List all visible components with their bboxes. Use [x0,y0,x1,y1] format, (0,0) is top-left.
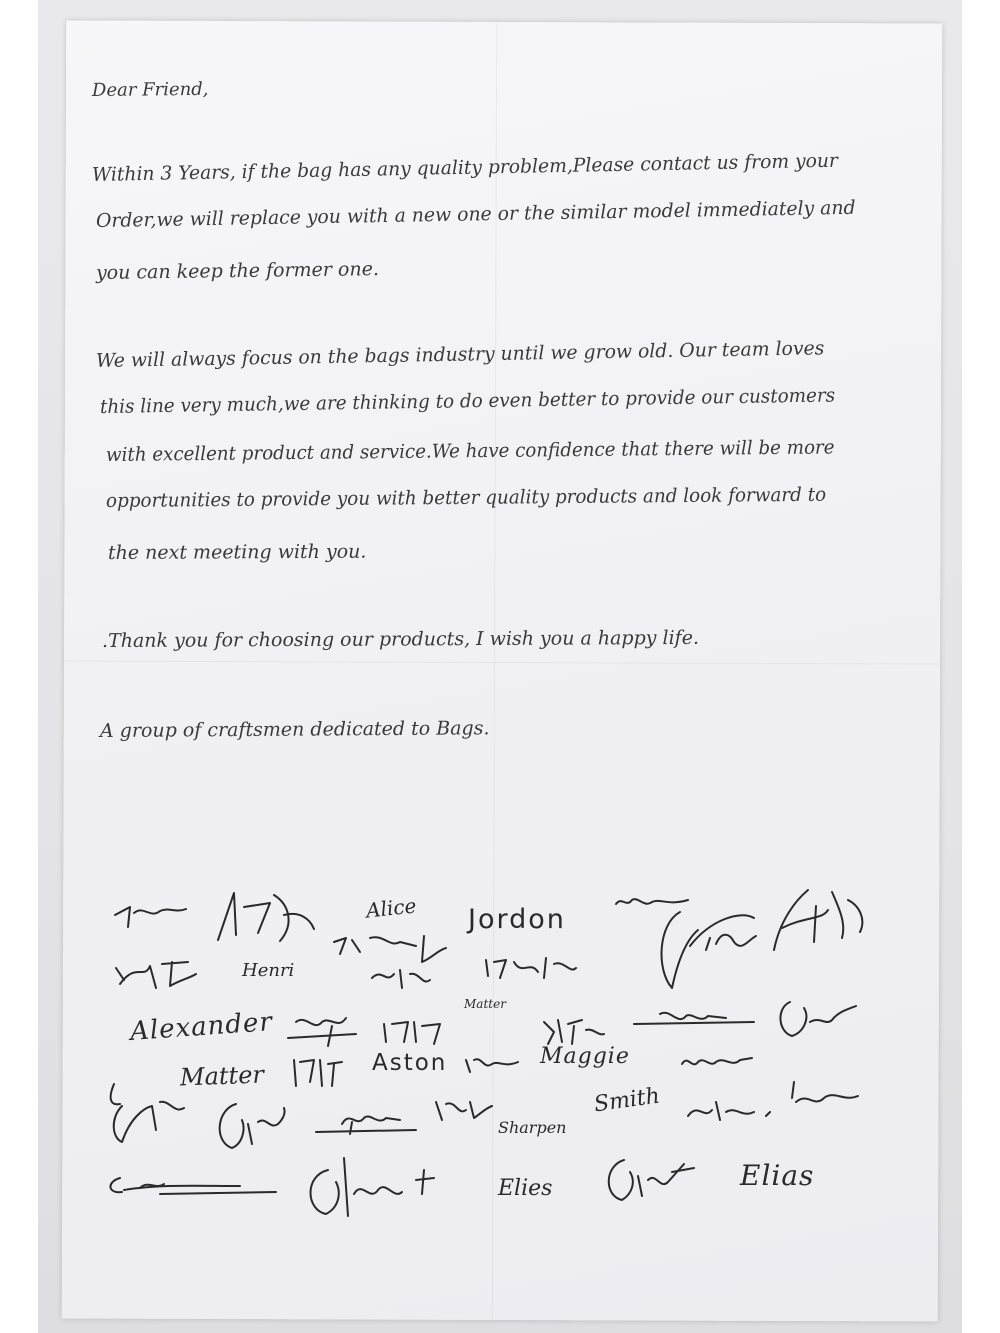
paragraph1-line: Within 3 Years, if the bag has any quality problem,Please contact us from your [91,149,839,186]
paragraph2-line: with excellent product and service.We have confidence that there will be more [105,436,835,466]
paper-crease [64,660,940,664]
signature-alice: Alice [364,893,418,923]
signature-scribble [378,1014,448,1049]
signature-scribble [110,950,200,995]
signature-scribble [282,1008,362,1048]
signature-scribble [480,950,580,985]
paragraph2-line: opportunities to provide you with better quality products and look forward to [105,483,827,512]
signature-scribble [288,1052,348,1092]
signature-scribble [298,1150,448,1225]
signature-henri: Henri [242,960,295,981]
signature-elias: Elias [740,1159,815,1192]
signature-alexander: Alexander [129,1007,274,1047]
paragraph2-line: the next meeting with you. [107,540,367,564]
signature-scribble [684,1072,864,1132]
signature-smith: Smith [592,1083,662,1118]
greeting: Dear Friend, [91,78,209,101]
signature-scribble [756,880,871,960]
signature-scribble [650,900,760,995]
signature-scribble [538,1010,608,1050]
paragraph2-line: We will always focus on the bags industry until we grow old. Our team loves [95,337,825,372]
paragraph2-line: this line very much,we are thinking to do even better to provide our customers [99,384,836,418]
signature-scribble [100,1168,280,1203]
signature-scribble [208,1094,288,1154]
paragraph1-line: you can keep the former one. [95,258,380,284]
paragraph1-line: Order,we will replace you with a new one or the similar model immediately and [95,196,856,232]
signature-elies: Elies [498,1176,553,1201]
signature-scribble [312,1104,422,1139]
signature-scribble [770,992,860,1042]
signature-scribble [100,1078,190,1148]
signature-jordon: Jordon [468,904,566,935]
signature-sharpen: Sharpen [498,1118,567,1137]
closing-line: A group of craftsmen dedicated to Bags. [99,717,490,742]
signature-scribble [462,1052,522,1077]
signature-scribble [110,895,190,935]
thanks-line: .Thank you for choosing our products, I wish you a happy life. [101,626,700,652]
signature-matter-small: Matter [464,997,506,1011]
signature-scribble [598,1150,698,1205]
signature-maggie: Maggie [540,1044,630,1069]
signature-scribble [430,1092,495,1127]
signature-scribble [366,960,436,995]
signature-scribble [210,885,320,950]
signature-matter: Matter [179,1060,265,1092]
signature-scribble [630,1006,760,1036]
signature-aston: Aston [372,1050,448,1076]
